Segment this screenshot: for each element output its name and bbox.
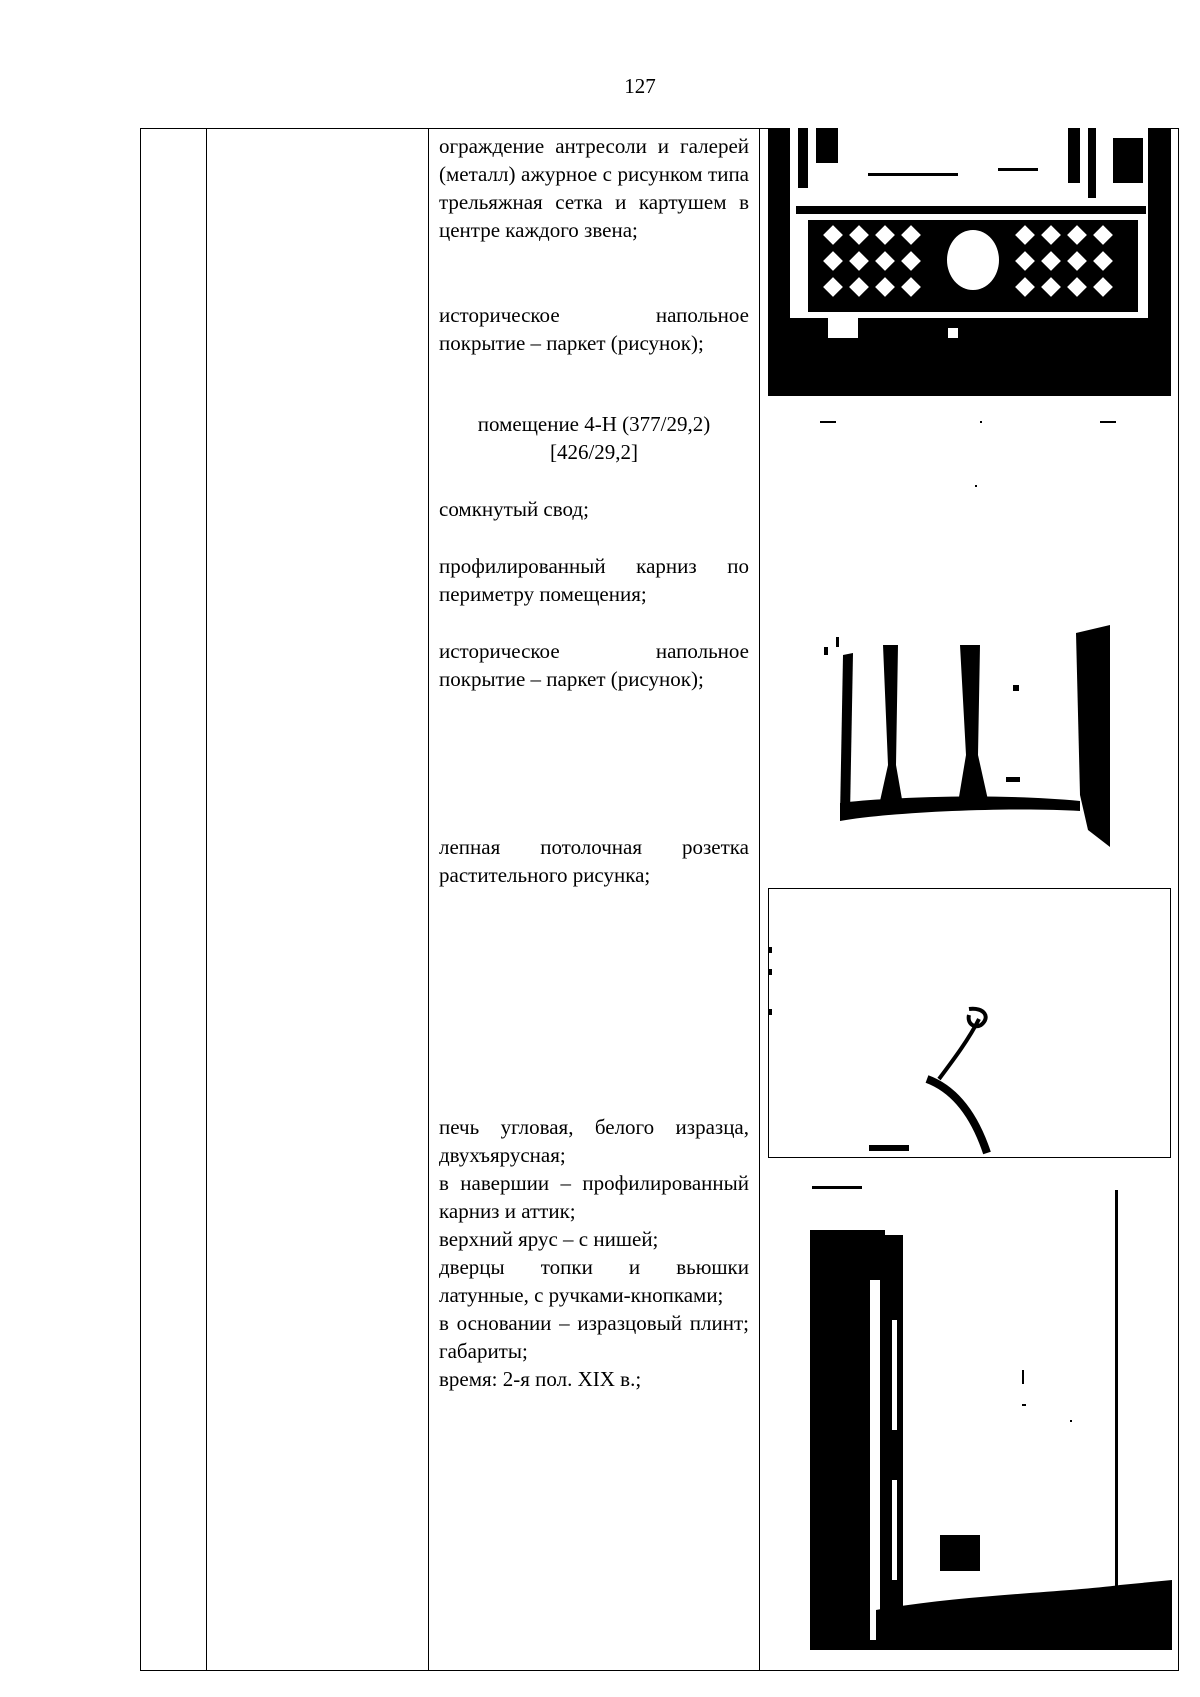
photo-rosette bbox=[768, 888, 1171, 1158]
entry-text: профилированный карниз по периметру помещения; bbox=[439, 554, 749, 606]
entry-rosette bbox=[439, 833, 749, 889]
entry-text: историческое напольное покрытие – паркет (рисунок); bbox=[439, 303, 749, 355]
photo-vault bbox=[800, 415, 1140, 495]
entry-text: в основании – изразцовый плинт; габариты; bbox=[439, 1311, 749, 1363]
column-divider-2 bbox=[428, 129, 429, 1670]
photo-cornice bbox=[818, 625, 1118, 850]
entry-text: печь угловая, белого изразца, двухъярусная; bbox=[439, 1115, 749, 1167]
room-heading-line-1: помещение 4-Н (377/29,2) bbox=[477, 412, 711, 436]
entry-stove bbox=[439, 1113, 749, 1393]
entry-cornice bbox=[439, 552, 749, 608]
entry-text: дверцы топки и вьюшки латунные, с ручками-кнопками; bbox=[439, 1255, 749, 1307]
entry-text: лепная потолочная розетка растительного рисунка; bbox=[439, 835, 749, 887]
entry-text: сомкнутый свод; bbox=[439, 497, 589, 521]
page-number: 127 bbox=[624, 74, 656, 98]
entry-text: время: 2-я пол. XIX в.; bbox=[439, 1367, 642, 1391]
entry-text: верхний ярус – с нишей; bbox=[439, 1227, 659, 1251]
room-heading bbox=[439, 410, 749, 466]
column-divider-3 bbox=[759, 129, 760, 1670]
entry-parquet-1 bbox=[439, 301, 749, 357]
photo-stove bbox=[810, 1180, 1172, 1650]
room-heading-line-2: [426/29,2] bbox=[549, 440, 639, 464]
entry-text: в навершии – профилированный карниз и аттик; bbox=[439, 1171, 749, 1223]
entry-parquet-2 bbox=[439, 637, 749, 693]
entry-text: ограждение антресоли и галерей (металл) ажурное с рисунком типа трельяжная сетка и картушем в центре каждого звена; bbox=[439, 134, 749, 242]
entry-text: историческое напольное покрытие – паркет (рисунок); bbox=[439, 639, 749, 691]
entry-vault bbox=[439, 495, 749, 523]
photo-railing bbox=[768, 128, 1171, 396]
column-divider-1 bbox=[206, 129, 207, 1670]
entry-railing bbox=[439, 132, 749, 244]
